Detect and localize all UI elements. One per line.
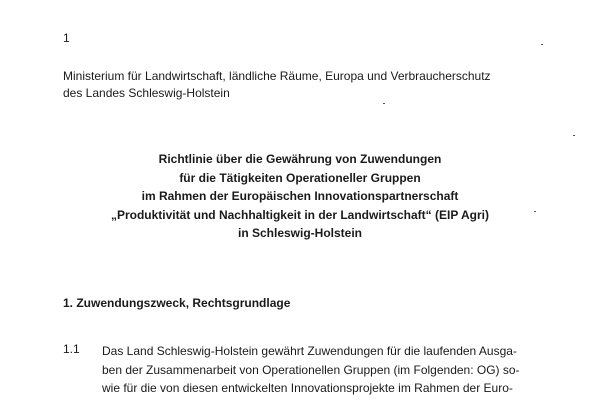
title-line: für die Tätigkeiten Operationeller Gruppen xyxy=(179,170,421,185)
paragraph-line: ben der Zusammenarbeit von Operationellen Gruppen (im Folgenden: OG) so- xyxy=(102,362,520,377)
paragraph-line: Das Land Schleswig-Holstein gewährt Zuwendungen für die laufenden Ausga- xyxy=(102,344,517,358)
paragraph-text xyxy=(102,342,532,398)
title-line: Richtlinie über die Gewährung von Zuwendungen xyxy=(158,152,442,166)
title-line: im Rahmen der Europäischen Innovationspartnerschaft xyxy=(141,189,459,203)
title-line: „Produktivität und Nachhaltigkeit in der Landwirtschaft“ (EIP Agri) xyxy=(110,207,490,222)
scan-speck xyxy=(534,211,536,212)
page-number: 1 xyxy=(63,31,70,45)
ministry-line: Ministerium für Landwirtschaft, ländliche Räume, Europa und Verbraucherschutz xyxy=(63,69,491,83)
title-line: in Schleswig-Holstein xyxy=(237,226,363,240)
scan-speck xyxy=(383,103,385,104)
paragraph-line: wie für die von diesen entwickelten Innovationsprojekte im Rahmen der Euro- xyxy=(102,381,513,395)
scan-speck xyxy=(541,44,543,45)
scan-speck xyxy=(573,135,575,136)
document-title xyxy=(60,150,540,243)
paragraph-number: 1.1 xyxy=(63,342,80,356)
issuing-ministry xyxy=(63,68,491,102)
section-heading: 1. Zuwendungszweck, Rechtsgrundlage xyxy=(63,296,291,310)
ministry-line: des Landes Schleswig-Holstein xyxy=(63,86,230,100)
